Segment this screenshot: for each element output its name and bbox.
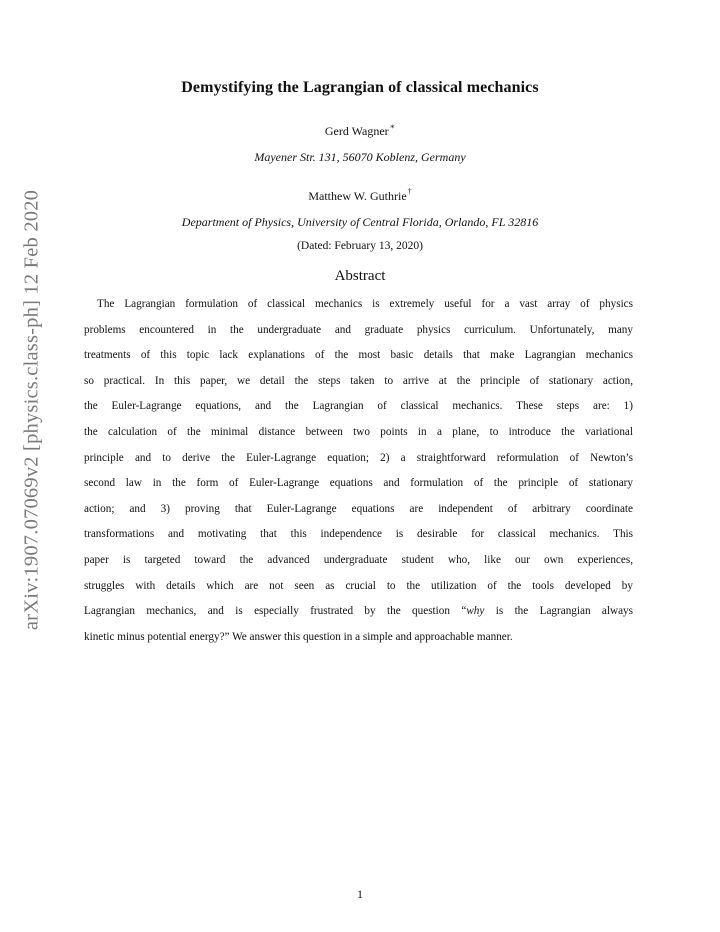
author-affiliation: Mayener Str. 131, 56070 Koblenz, Germany bbox=[254, 150, 466, 164]
abstract-line: The Lagrangian formulation of classical mechanics is extremely useful for a vast array of physics bbox=[97, 298, 633, 310]
author-name: Gerd Wagner bbox=[324, 124, 389, 138]
abstract-heading: Abstract bbox=[334, 268, 386, 284]
author-name: Matthew W. Guthrie bbox=[308, 189, 407, 203]
author-affiliation: Department of Physics, University of Central Florida, Orlando, FL 32816 bbox=[181, 215, 539, 229]
abstract-line: paper is targeted toward the advanced undergraduate student who, like our own experiences, bbox=[84, 553, 633, 566]
abstract-line: action; and 3) proving that Euler-Lagrange equations are independent of arbitrary coordinate bbox=[84, 502, 633, 515]
footnote-mark: ∗ bbox=[389, 122, 396, 131]
page-number: 1 bbox=[357, 887, 363, 901]
author-line bbox=[0, 124, 720, 139]
date-line: (Dated: February 13, 2020) bbox=[297, 240, 423, 252]
author-line bbox=[0, 189, 720, 204]
abstract-line: transformations and motivating that this independence is desirable for classical mechanics. This bbox=[84, 528, 633, 541]
arxiv-identifier: arXiv:1907.07069v2 [physics.class-ph] 12 Feb 2020 bbox=[20, 189, 43, 631]
abstract-line: principle and to derive the Euler-Lagrange equation; 2) a straightforward reformulation of Newton’s bbox=[84, 451, 633, 464]
abstract-emphasis: why bbox=[466, 605, 485, 618]
abstract-line: the Euler-Lagrange equations, and the Lagrangian of classical mechanics. These steps are: 1) bbox=[84, 400, 633, 413]
abstract-line: treatments of this topic lack explanations of the most basic details that make Lagrangian mechanics bbox=[84, 349, 633, 362]
abstract-line: so practical. In this paper, we detail the steps taken to arrive at the principle of stationary action, bbox=[84, 374, 633, 387]
paper-title: Demystifying the Lagrangian of classical mechanics bbox=[181, 79, 539, 96]
abstract-line: problems encountered in the undergraduate and graduate physics curriculum. Unfortunately, many bbox=[84, 323, 633, 336]
abstract-line: struggles with details which are not seen as crucial to the utilization of the tools developed by bbox=[84, 579, 633, 592]
abstract-line-head: Lagrangian mechanics, and is especially frustrated by the question “ bbox=[84, 605, 467, 618]
abstract-line: second law in the form of Euler-Lagrange equations and formulation of the principle of stationary bbox=[84, 477, 633, 490]
abstract-body bbox=[84, 292, 633, 650]
abstract-line: the calculation of the minimal distance between two points in a plane, to introduce the variational bbox=[84, 425, 633, 438]
footnote-mark: † bbox=[407, 187, 412, 196]
abstract-line-tail: is the Lagrangian always bbox=[484, 605, 633, 618]
abstract-line bbox=[84, 599, 633, 625]
abstract-line: kinetic minus potential energy?” We answer this question in a simple and approachable manner. bbox=[84, 630, 513, 643]
